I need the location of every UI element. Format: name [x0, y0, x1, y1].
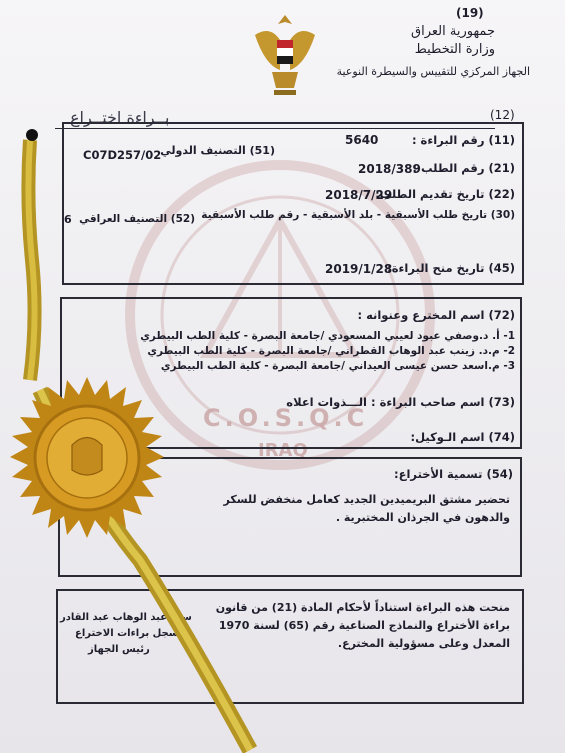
inventor-1: 1- أ. د.وصفي عبود لعيبي المسعودي /جامعة البصرة - كلية الطب البيطري: [140, 330, 515, 342]
grant-date-value: 2019/1/28: [325, 262, 393, 276]
title-code: (12): [490, 108, 515, 122]
filing-date-label: (22) تاريخ تقديم الطلب:: [375, 187, 515, 201]
document-title: بــراءة اختــراع: [70, 108, 170, 127]
invention-title-line-1: تحضير مشتق البريميدين الجديد كعامل منخفض للسكر: [223, 493, 510, 506]
iraqi-class-label: (52) التصنيف العراقي: [79, 213, 195, 225]
watermark-text: C.O.S.Q.C: [203, 404, 369, 432]
iraqi-class-value: 6: [64, 213, 72, 226]
republic-name: جمهورية العراق: [411, 24, 495, 39]
filing-date-value: 2018/7/29: [325, 188, 393, 202]
grant-statement-line-1: منحت هذه البراءة استناداً لأحكام المادة (21) من قانون: [215, 601, 510, 614]
application-number-value: 2018/389: [358, 162, 421, 176]
agency-name: الجهاز المركزي للتقييس والسيطرة النوعية: [336, 65, 530, 78]
priority-line: (30) تاريخ طلب الأسبقية - بلد الأسبقية - رقم طلب الأسبقية: [201, 209, 515, 221]
inventor-label: (72) اسم المخترع وعنوانه :: [357, 308, 515, 322]
grant-statement-line-3: المعدل وعلى مسؤولية المخترع.: [337, 637, 510, 650]
patent-number-value: 5640: [345, 133, 379, 147]
page-number: (19): [456, 6, 484, 20]
grant-date-label: (45) تاريخ منح البراءة:: [387, 261, 515, 275]
watermark-country: IRAQ: [258, 440, 308, 461]
gold-seal: [2, 375, 172, 545]
ministry-name: وزارة التخطيط: [414, 42, 495, 57]
intl-class-label: (51) التصنيف الدولي: [160, 144, 275, 157]
invention-title-label: (54) تسمية الأختراع:: [394, 467, 513, 481]
inventor-3: 3- م.اسعد حسن عيسى العيداني /جامعة البصرة - كلية الطب البيطري: [160, 360, 515, 372]
intl-class-value: C07D257/02: [83, 148, 162, 162]
owner-label: (73) اسم صاحب البراءة : الـــذوات اعلاه: [286, 395, 515, 409]
patent-number-label: (11) رقم البراءة :: [411, 133, 515, 147]
signatory-title-2: رئيس الجهاز: [88, 644, 150, 655]
invention-title-line-2: والدهون في الجرذان المختبرية .: [335, 511, 510, 524]
inventor-2: 2- م.د. زينب عبد الوهاب القطراني /جامعة البصرة - كلية الطب البيطري: [147, 345, 515, 357]
agent-label: (74) اسم الـوكيل:: [410, 430, 515, 444]
grant-statement-line-2: براءة الأختراع والنماذج الصناعية رقم (65) لسنة 1970: [218, 619, 510, 632]
application-number-label: (21) رقم الطلب :: [412, 161, 515, 175]
signatory-title-1: مسجل براءات الاختراع: [75, 628, 186, 639]
signatory-name: سعد عبد الوهاب عبد القادر: [60, 612, 192, 623]
